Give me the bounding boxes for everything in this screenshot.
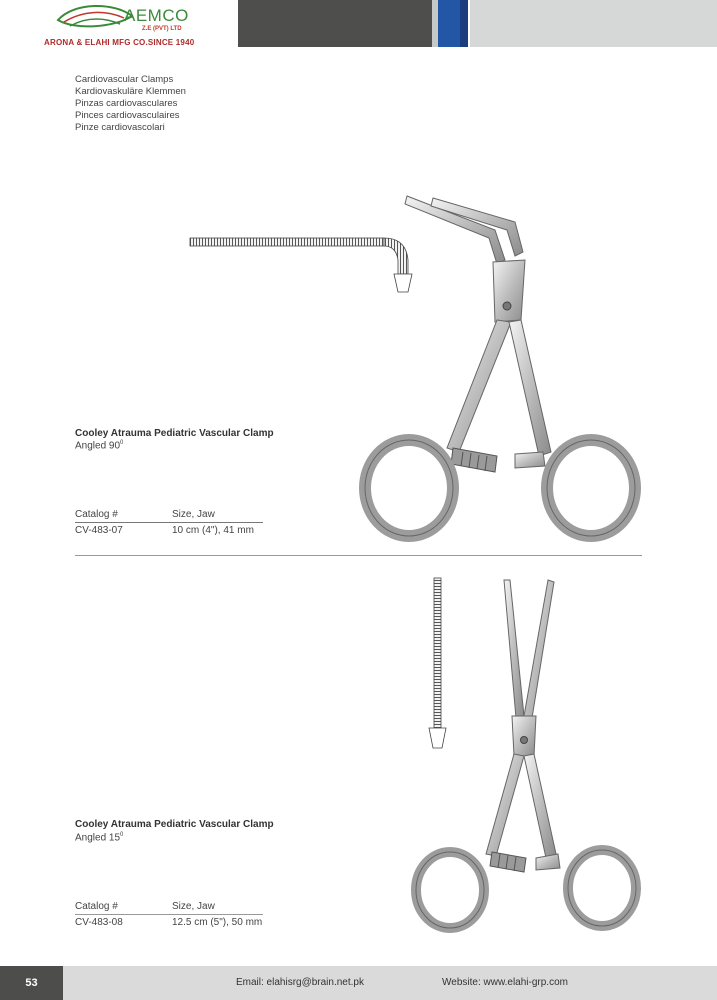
product-name: Cooley Atrauma Pediatric Vascular Clamp <box>75 819 274 830</box>
clamp-90-illustration <box>355 190 645 555</box>
table-row <box>75 915 263 930</box>
section-divider <box>75 555 642 556</box>
column-header-catalog: Catalog # <box>75 901 118 912</box>
size-jaw-value: 10 cm (4"), 41 mm <box>172 525 254 536</box>
category-line: Kardiovaskuläre Klemmen <box>75 86 186 97</box>
column-header-catalog: Catalog # <box>75 509 118 520</box>
column-header-size: Size, Jaw <box>172 901 215 912</box>
table-header-row <box>75 509 263 523</box>
column-header-size: Size, Jaw <box>172 509 215 520</box>
product-angle-value: Angled 15 <box>75 832 121 844</box>
logo-tagline: ARONA & ELAHI MFG CO.SINCE 1940 <box>44 38 195 47</box>
category-line: Pinzas cardiovasculares <box>75 98 178 109</box>
page-number: 53 <box>0 966 63 1000</box>
header-bar-light <box>470 0 717 47</box>
product-table <box>75 509 263 538</box>
table-header-row <box>75 901 263 915</box>
logo-text: AEMCO <box>124 6 189 25</box>
catalog-number: CV-483-08 <box>75 917 123 928</box>
footer-email: Email: elahisrg@brain.net.pk <box>236 977 364 988</box>
footer-website: Website: www.elahi-grp.com <box>442 977 568 988</box>
header-bar-dark <box>238 0 432 47</box>
category-line: Cardiovascular Clamps <box>75 74 174 85</box>
degree-mark: 0 <box>120 832 124 838</box>
product-table <box>75 901 263 930</box>
table-row <box>75 523 263 538</box>
category-list <box>75 74 186 134</box>
clamp-15-illustration <box>408 576 648 941</box>
header-bar-blue-dark <box>460 0 468 47</box>
size-jaw-value: 12.5 cm (5"), 50 mm <box>172 917 263 928</box>
product-angle-value: Angled 90 <box>75 440 121 452</box>
category-line: Pinces cardiovasculaires <box>75 110 180 121</box>
logo-subtitle: Z.E (PVT) LTD <box>142 26 182 32</box>
product-angle <box>75 832 123 843</box>
degree-mark: 0 <box>120 440 124 446</box>
category-line: Pinze cardiovascolari <box>75 122 165 133</box>
catalog-number: CV-483-07 <box>75 525 123 536</box>
header-bar-blue <box>438 0 460 47</box>
product-name: Cooley Atrauma Pediatric Vascular Clamp <box>75 428 274 439</box>
product-angle <box>75 440 123 451</box>
